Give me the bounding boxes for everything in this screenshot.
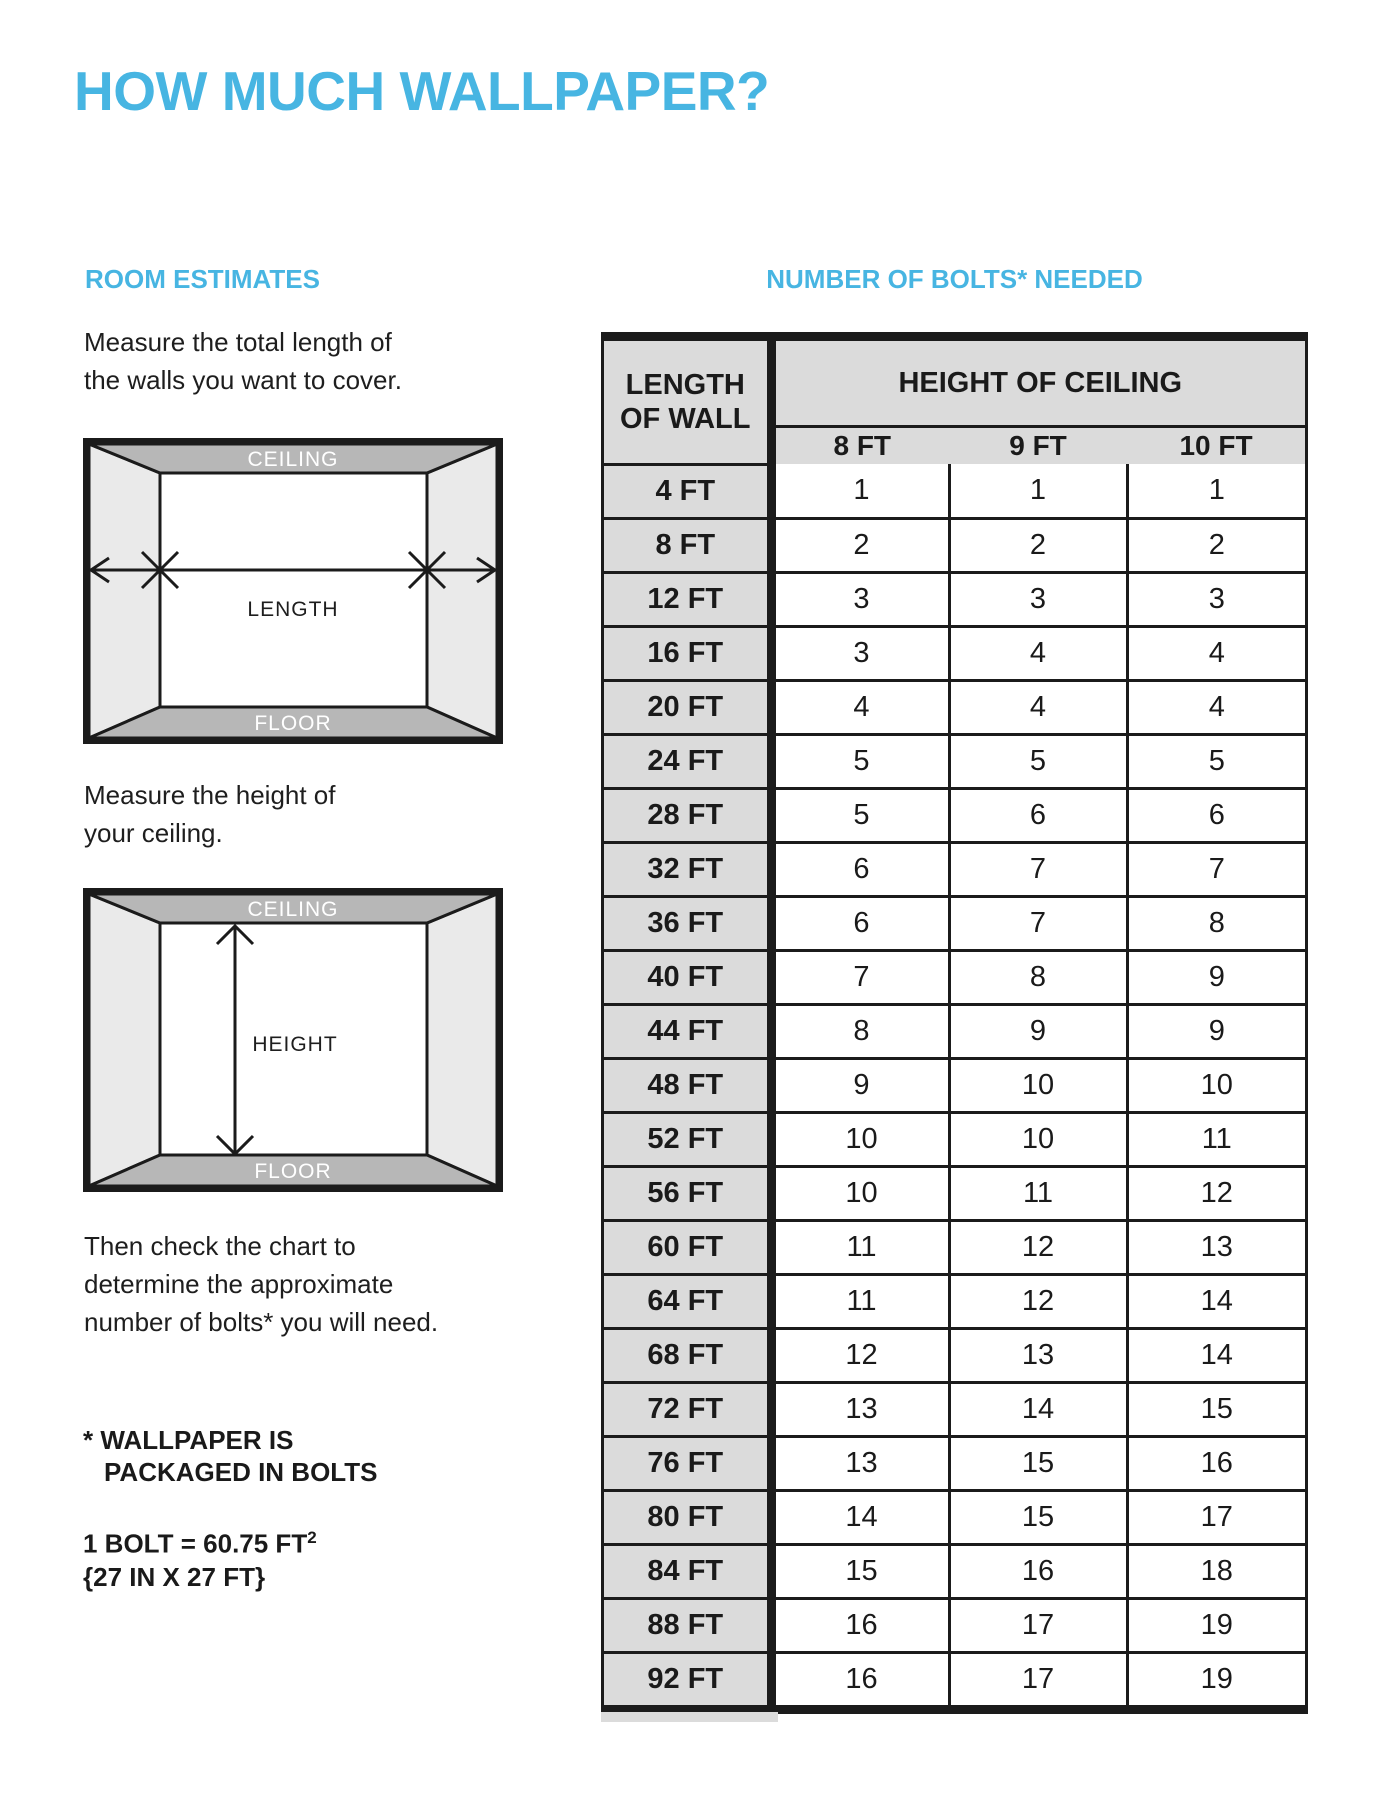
- bolt-count-cell: 18: [1127, 1544, 1305, 1598]
- wall-length-cell: 8 FT: [604, 518, 771, 572]
- text-line: {27 IN X 27 FT}: [83, 1561, 266, 1592]
- page-title: HOW MUCH WALLPAPER?: [74, 60, 770, 122]
- bolt-count-cell: 14: [771, 1490, 949, 1544]
- table-row: [604, 1436, 1305, 1490]
- bolt-count-cell: 16: [1127, 1436, 1305, 1490]
- table-row: [604, 1112, 1305, 1166]
- bolt-size-note: [83, 1521, 317, 1594]
- bolt-count-cell: 16: [949, 1544, 1127, 1598]
- text-line: your ceiling.: [84, 818, 223, 848]
- table-row: [604, 1274, 1305, 1328]
- bolt-count-cell: 12: [949, 1274, 1127, 1328]
- table-bottom-gray-strip: [601, 1712, 778, 1722]
- wall-length-cell: 52 FT: [604, 1112, 771, 1166]
- bolt-count-cell: 5: [949, 734, 1127, 788]
- bolt-count-cell: 11: [771, 1274, 949, 1328]
- bolt-count-cell: 2: [949, 518, 1127, 572]
- bolt-count-cell: 11: [1127, 1112, 1305, 1166]
- bolt-count-cell: 5: [1127, 734, 1305, 788]
- bolt-count-cell: 17: [1127, 1490, 1305, 1544]
- bolt-count-cell: 8: [771, 1004, 949, 1058]
- bolt-count-cell: 10: [949, 1058, 1127, 1112]
- wall-length-cell: 32 FT: [604, 842, 771, 896]
- bolt-count-cell: 7: [1127, 842, 1305, 896]
- room-height-diagram: [83, 888, 503, 1192]
- bolt-count-cell: 1: [1127, 464, 1305, 518]
- table-row: [604, 680, 1305, 734]
- table-row: [604, 950, 1305, 1004]
- bolt-count-cell: 10: [771, 1166, 949, 1220]
- bolt-count-cell: 17: [949, 1598, 1127, 1652]
- wall-length-cell: 64 FT: [604, 1274, 771, 1328]
- bolt-count-cell: 14: [949, 1382, 1127, 1436]
- bolt-count-cell: 6: [771, 896, 949, 950]
- text-line: Measure the total length of: [84, 327, 392, 357]
- bolt-count-cell: 15: [949, 1436, 1127, 1490]
- bolt-count-cell: 12: [949, 1220, 1127, 1274]
- bolt-count-cell: 15: [771, 1544, 949, 1598]
- bolts-table-frame: [601, 332, 1308, 1714]
- height-label: HEIGHT: [252, 1033, 338, 1056]
- section-heading-bolts-needed: NUMBER OF BOLTS* NEEDED: [766, 264, 1143, 294]
- table-row: [604, 572, 1305, 626]
- floor-label: FLOOR: [254, 1160, 332, 1183]
- left-wall-face: [89, 894, 160, 1186]
- bolt-count-cell: 13: [771, 1382, 949, 1436]
- table-row: [604, 734, 1305, 788]
- wall-length-cell: 36 FT: [604, 896, 771, 950]
- bolt-count-cell: 3: [1127, 572, 1305, 626]
- right-wall-face: [427, 444, 497, 738]
- bolt-count-cell: 1: [949, 464, 1127, 518]
- bolt-count-cell: 16: [771, 1652, 949, 1705]
- bolt-count-cell: 9: [1127, 1004, 1305, 1058]
- bolt-count-cell: 5: [771, 788, 949, 842]
- bolt-count-cell: 4: [949, 680, 1127, 734]
- table-row: [604, 518, 1305, 572]
- bolt-count-cell: 8: [1127, 896, 1305, 950]
- wall-length-cell: 68 FT: [604, 1328, 771, 1382]
- bolt-count-cell: 11: [771, 1220, 949, 1274]
- table-row: [604, 896, 1305, 950]
- bolt-count-cell: 14: [1127, 1274, 1305, 1328]
- back-wall-face: [160, 473, 427, 707]
- wall-length-cell: 24 FT: [604, 734, 771, 788]
- bolt-count-cell: 1: [771, 464, 949, 518]
- bolt-count-cell: 15: [1127, 1382, 1305, 1436]
- table-row: [604, 626, 1305, 680]
- bolt-count-cell: 2: [771, 518, 949, 572]
- bolt-count-cell: 16: [771, 1598, 949, 1652]
- bolt-count-cell: 3: [949, 572, 1127, 626]
- text-line: LENGTH: [625, 368, 745, 401]
- bolt-count-cell: 13: [949, 1328, 1127, 1382]
- bolt-count-cell: 9: [949, 1004, 1127, 1058]
- wall-length-header: [604, 341, 771, 464]
- bolt-count-cell: 4: [771, 680, 949, 734]
- bolt-count-cell: 3: [771, 572, 949, 626]
- wallpaper-bolts-footnote: [83, 1424, 377, 1488]
- squared-superscript: 2: [307, 1528, 317, 1547]
- wall-length-cell: 12 FT: [604, 572, 771, 626]
- bolt-count-cell: 8: [949, 950, 1127, 1004]
- table-row: [604, 1004, 1305, 1058]
- table-row: [604, 1382, 1305, 1436]
- table-header-row: [604, 341, 1305, 427]
- footnote-asterisk: *: [83, 1425, 94, 1455]
- room-length-diagram: [83, 438, 503, 744]
- length-label: LENGTH: [247, 598, 339, 621]
- bolt-equation: 1 BOLT = 60.75 FT: [83, 1528, 308, 1559]
- bolt-count-cell: 10: [1127, 1058, 1305, 1112]
- table-row: [604, 1220, 1305, 1274]
- wall-length-cell: 56 FT: [604, 1166, 771, 1220]
- bolt-count-cell: 7: [949, 896, 1127, 950]
- wall-length-cell: 16 FT: [604, 626, 771, 680]
- bolt-count-cell: 19: [1127, 1652, 1305, 1705]
- table-row: [604, 1058, 1305, 1112]
- text-line: [83, 1521, 317, 1561]
- ceiling-height-column-header: 10 FT: [1127, 427, 1305, 465]
- bolt-count-cell: 7: [771, 950, 949, 1004]
- wall-length-cell: 84 FT: [604, 1544, 771, 1598]
- section-heading-room-estimates: ROOM ESTIMATES: [85, 264, 320, 294]
- bolt-count-cell: 4: [1127, 680, 1305, 734]
- bolt-count-cell: 14: [1127, 1328, 1305, 1382]
- table-row: [604, 788, 1305, 842]
- bolt-count-cell: 4: [1127, 626, 1305, 680]
- bolt-count-cell: 17: [949, 1652, 1127, 1705]
- bolt-count-cell: 4: [949, 626, 1127, 680]
- bolt-count-cell: 9: [1127, 950, 1305, 1004]
- bolt-count-cell: 13: [771, 1436, 949, 1490]
- bolt-count-cell: 10: [771, 1112, 949, 1166]
- bolt-count-cell: 9: [771, 1058, 949, 1112]
- table-row: [604, 1544, 1305, 1598]
- table-row: [604, 1490, 1305, 1544]
- bolt-count-cell: 12: [1127, 1166, 1305, 1220]
- instruction-check-chart: [84, 1227, 438, 1341]
- left-wall-face: [89, 444, 160, 738]
- table-row: [604, 1166, 1305, 1220]
- bolt-count-cell: 10: [949, 1112, 1127, 1166]
- bolt-count-cell: 5: [771, 734, 949, 788]
- table-row: [604, 1598, 1305, 1652]
- text-line: determine the approximate: [84, 1269, 394, 1299]
- instruction-measure-height: [84, 776, 336, 852]
- wall-length-cell: 44 FT: [604, 1004, 771, 1058]
- right-wall-face: [427, 894, 497, 1186]
- bolt-count-cell: 6: [949, 788, 1127, 842]
- bolt-count-cell: 12: [771, 1328, 949, 1382]
- text-line: OF WALL: [620, 402, 751, 435]
- wall-length-cell: 60 FT: [604, 1220, 771, 1274]
- bolt-count-cell: 11: [949, 1166, 1127, 1220]
- ceiling-label: CEILING: [247, 898, 339, 921]
- table-row: [604, 1652, 1305, 1705]
- wall-length-cell: 48 FT: [604, 1058, 771, 1112]
- bolt-count-cell: 6: [771, 842, 949, 896]
- text-line: Measure the height of: [84, 780, 336, 810]
- height-of-ceiling-header: HEIGHT OF CEILING: [771, 341, 1305, 427]
- wall-length-cell: 40 FT: [604, 950, 771, 1004]
- floor-label: FLOOR: [254, 712, 332, 735]
- text-line: the walls you want to cover.: [84, 365, 402, 395]
- wall-length-cell: 72 FT: [604, 1382, 771, 1436]
- table-row: [604, 464, 1305, 518]
- text-line: [83, 1424, 377, 1456]
- bolt-count-cell: 7: [949, 842, 1127, 896]
- wall-length-cell: 88 FT: [604, 1598, 771, 1652]
- footnote-text: WALLPAPER IS: [100, 1425, 294, 1455]
- text-line: Then check the chart to: [84, 1231, 356, 1261]
- wall-length-cell: 4 FT: [604, 464, 771, 518]
- table-row: [604, 842, 1305, 896]
- text-line: PACKAGED IN BOLTS: [104, 1457, 378, 1487]
- ceiling-height-column-header: 8 FT: [771, 427, 949, 465]
- wall-length-cell: 20 FT: [604, 680, 771, 734]
- bolt-count-cell: 3: [771, 626, 949, 680]
- ceiling-height-column-header: 9 FT: [949, 427, 1127, 465]
- bolts-table: [604, 341, 1305, 1705]
- bolt-count-cell: 19: [1127, 1598, 1305, 1652]
- wall-length-cell: 28 FT: [604, 788, 771, 842]
- bolt-count-cell: 2: [1127, 518, 1305, 572]
- bolt-count-cell: 13: [1127, 1220, 1305, 1274]
- table-row: [604, 1328, 1305, 1382]
- wall-length-cell: 76 FT: [604, 1436, 771, 1490]
- ceiling-label: CEILING: [247, 448, 339, 471]
- text-line: number of bolts* you will need.: [84, 1307, 439, 1337]
- bolt-count-cell: 6: [1127, 788, 1305, 842]
- instruction-measure-length: [84, 323, 402, 399]
- wall-length-cell: 92 FT: [604, 1652, 771, 1705]
- wall-length-cell: 80 FT: [604, 1490, 771, 1544]
- bolt-count-cell: 15: [949, 1490, 1127, 1544]
- bolts-table-body: [604, 464, 1305, 1705]
